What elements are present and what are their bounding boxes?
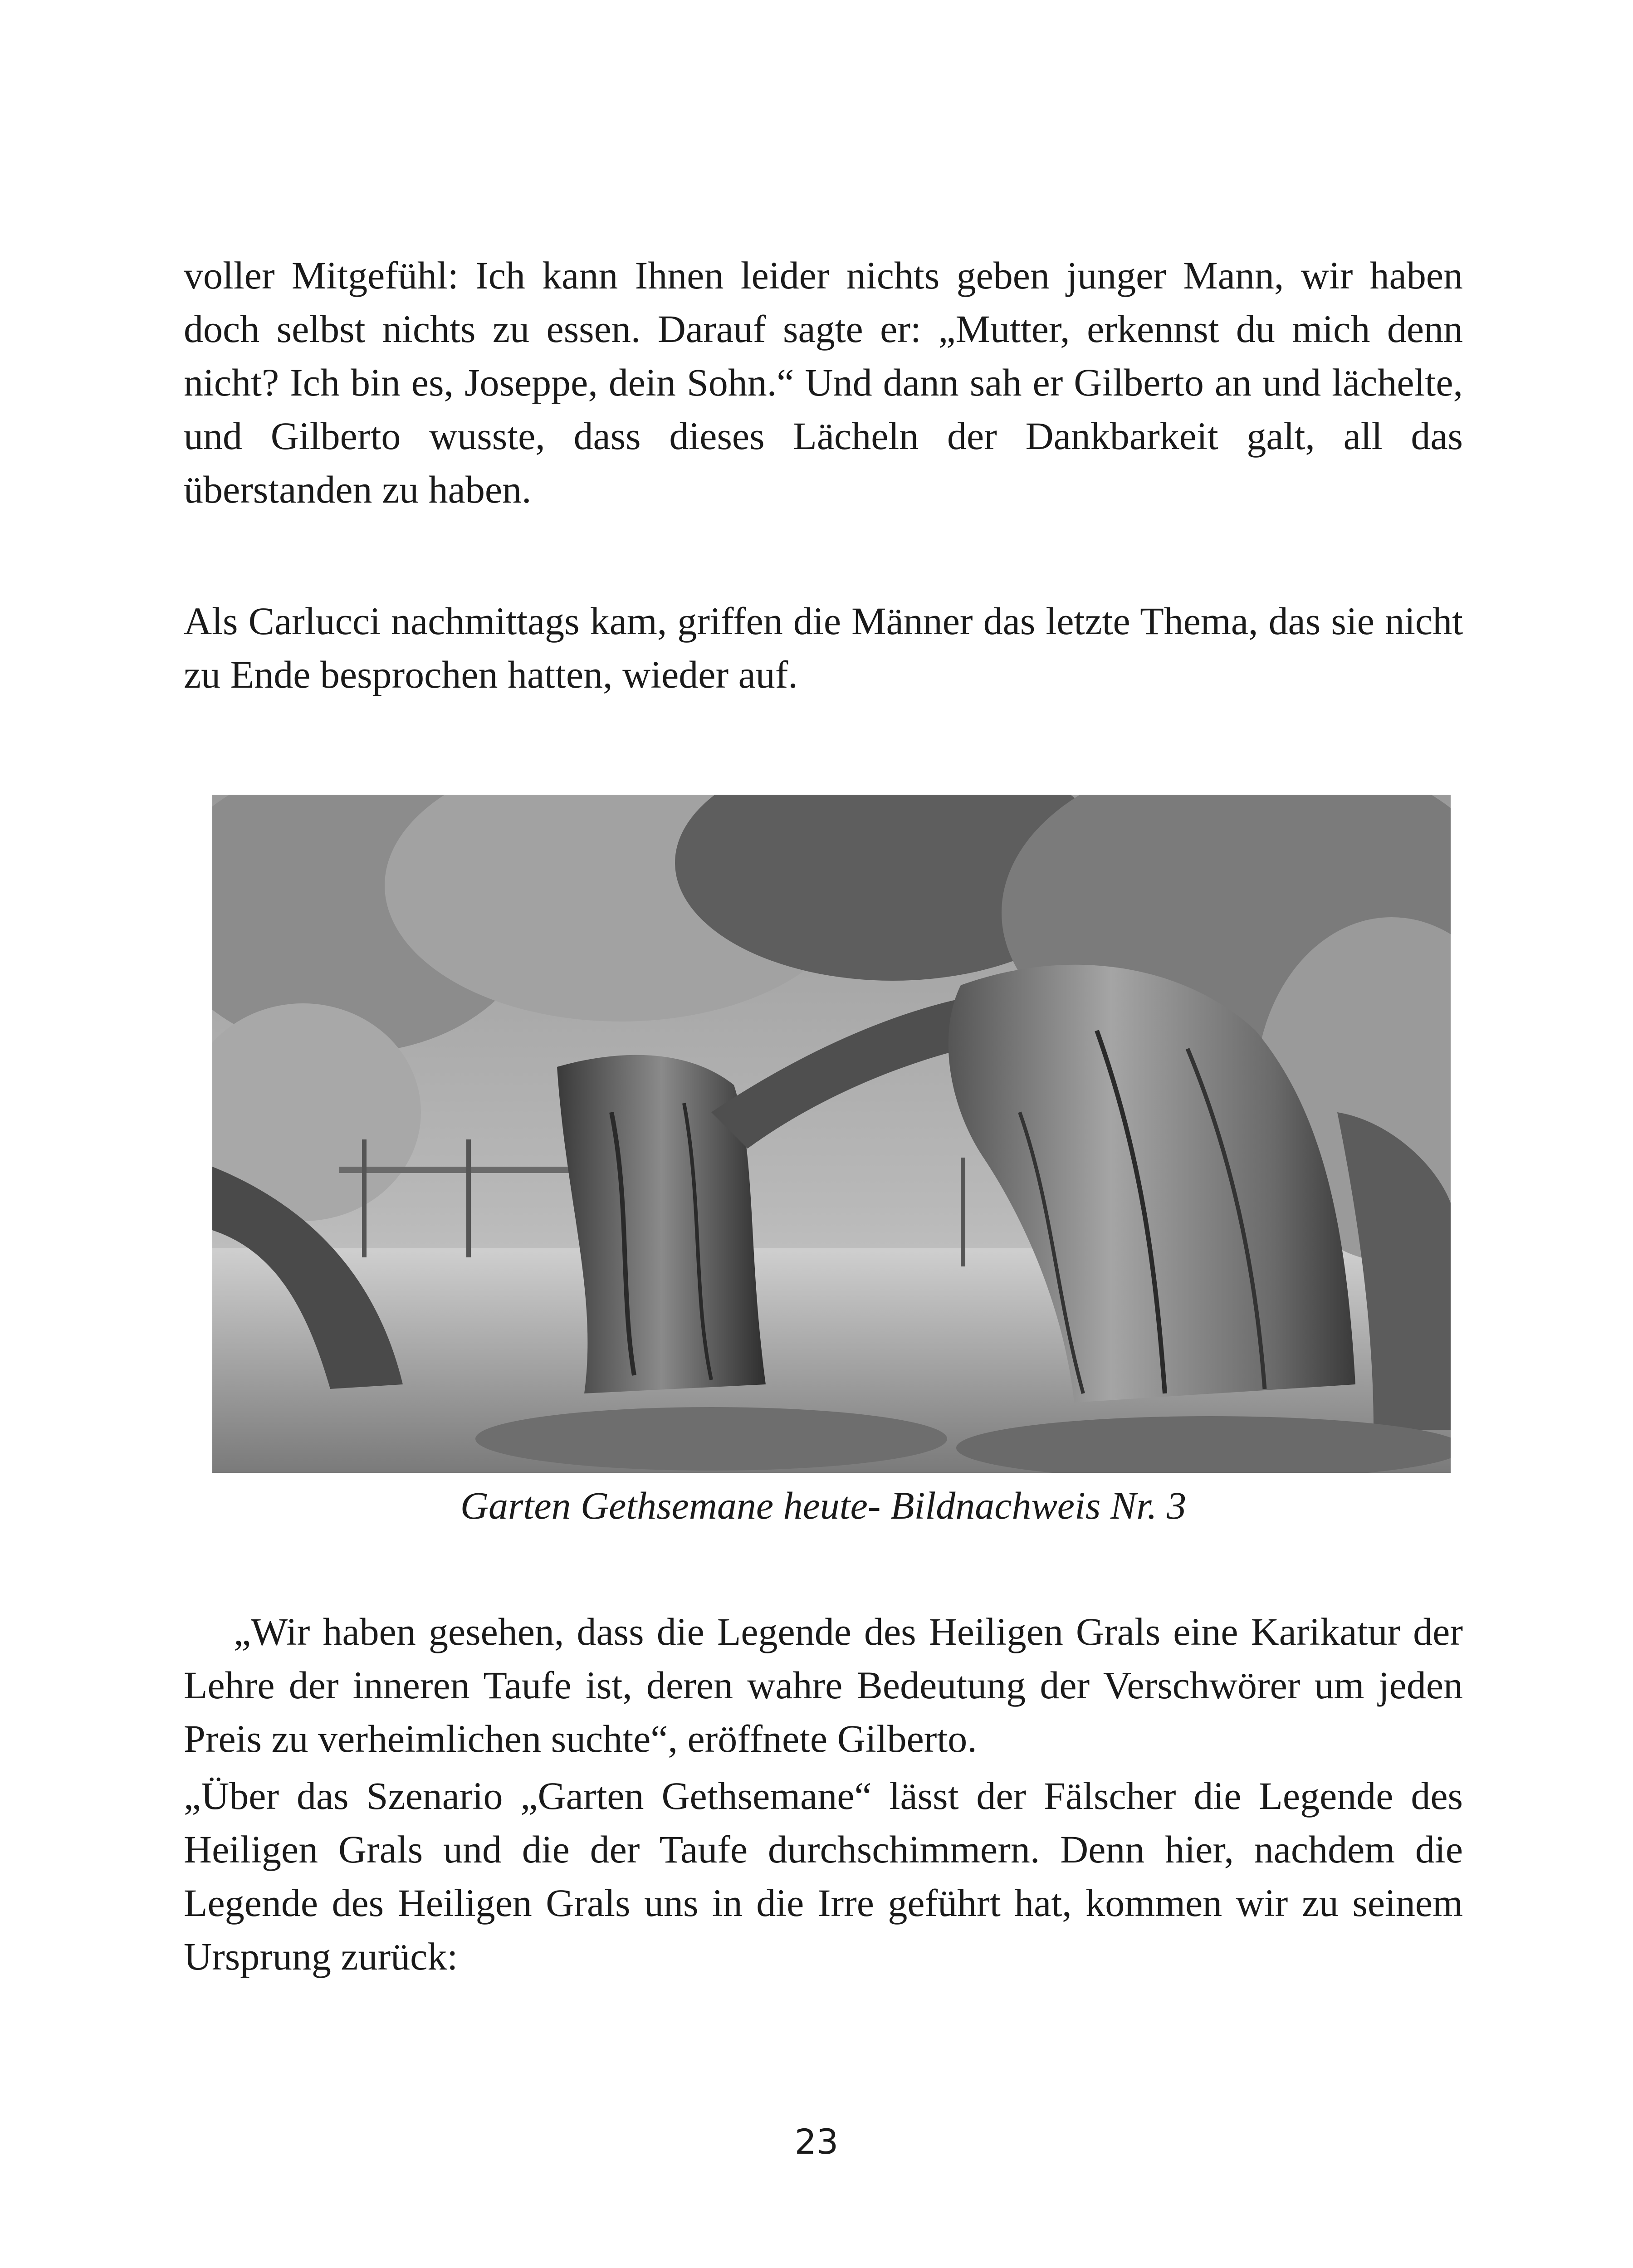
page-number: 23 (794, 2121, 839, 2162)
olive-trees-photo (212, 795, 1451, 1473)
figure-caption: Garten Gethsemane heute- Bildnachweis Nr. 3 (460, 1484, 1187, 1527)
paragraph-3: „Wir haben gesehen, dass die Legende des Heiligen Grals eine Karikatur der Lehre der inneren Taufe ist, deren wahre Bedeutung der Verschwörer um jeden Preis zu verheimlichen suchte“, eröffnete Gilberto. (184, 1610, 1463, 1760)
paragraph-2: Als Carlucci nachmittags kam, griffen die Männer das letzte Thema, das sie nicht zu Ende besprochen hatten, wieder auf. (184, 599, 1463, 696)
paragraph-4: „Über das Szenario „Garten Gethsemane“ lässt der Fälscher die Legende des Heiligen Grals und die der Taufe durchschimmern. Denn hier, nachdem die Legende des Heiligen Grals uns in die Irre geführt hat, kommen wir zu seinem Ursprung zurück: (184, 1774, 1463, 1978)
paragraph-1: voller Mitgefühl: Ich kann Ihnen leider nichts geben junger Mann, wir haben doch selbst nichts zu essen. Darauf sagte er: „Mutter, erkennst du mich denn nicht? Ich bin es, Joseppe, dein Sohn.“ Und dann sah er Gilberto an und lächelte, und Gilberto wusste, dass dieses Lächeln der Dankbarkeit galt, all das überstanden zu haben. (184, 254, 1463, 511)
